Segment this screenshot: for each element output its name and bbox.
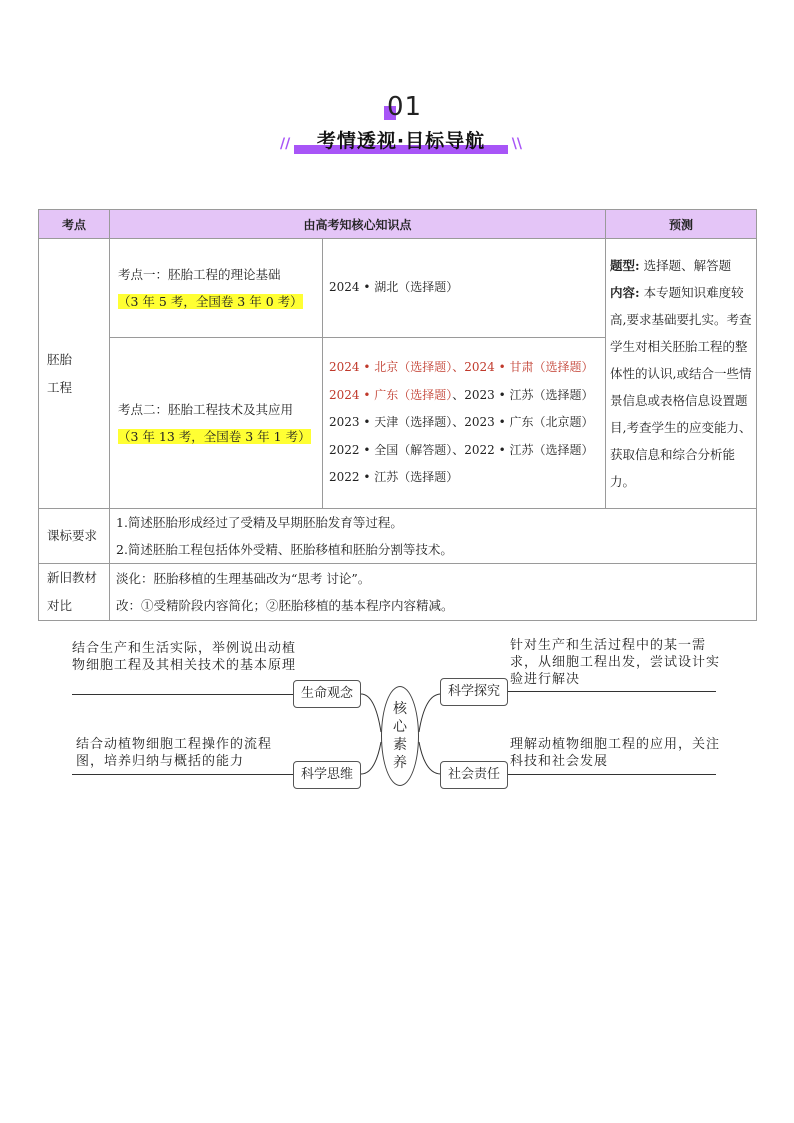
requirements-label: 课标要求 [39,509,110,564]
section-title [280,126,522,156]
core-literacy-mindmap [70,632,730,797]
core-literacy-node [381,686,419,786]
point1-title: 考点一：胚胎工程的理论基础 [118,267,281,282]
point2-cell [110,338,323,509]
compare-1: 淡化：胚胎移植的生理基础改为“思考 讨论”。 [116,571,371,586]
life-line [72,694,294,695]
core-char-1: 核 [393,701,407,717]
thinking-text: 结合动植物细胞工程操作的流程图，培养归纳与概括的能力 [76,737,273,769]
inquiry-line [506,691,716,692]
table-row [39,239,757,338]
thinking-line [72,774,294,775]
exam-analysis-table [38,209,757,621]
social-line [506,774,716,775]
title-slash-left: // [280,136,291,152]
compare-2: 改：①受精阶段内容简化；②胚胎移植的基本程序内容精减。 [116,598,454,613]
point2-count: （3 年 13 考，全国卷 3 年 1 考） [118,429,311,444]
topic-line-1: 胚胎 [47,351,73,367]
prediction-cell [606,239,757,509]
title-slash-right: \\ [511,136,522,152]
thinking-label: 科学思维 [293,761,361,789]
requirement-1: 1.简述胚胎形成经过了受精及早期胚胎发育等过程。 [116,515,403,530]
header-prediction: 预测 [606,210,757,239]
point2-year-line-1: 2024 • 北京（选择题）、2024 • 甘肃（选择题） [329,360,594,375]
header-topic: 考点 [39,210,110,239]
core-char-3: 素 [393,737,407,753]
point2-title: 考点二：胚胎工程技术及其应用 [118,402,294,417]
header-points: 由高考知核心知识点 [110,210,606,239]
point2-year-line-4: 2022 • 全国（解答题）、2022 • 江苏（选择题） [329,442,594,457]
core-char-2: 心 [393,719,407,735]
life-text: 结合生产和生活实际，举例说出动植物细胞工程及其相关技术的基本原理 [72,641,297,673]
section-title-text: 考情透视·目标导航 [316,130,486,152]
point2-years [323,338,606,509]
topic-cell [39,239,110,509]
compare-cell [110,564,757,621]
point1-years [323,239,606,338]
table-row [39,564,757,621]
point1-year-line: 2024 • 湖北（选择题） [329,280,459,295]
social-label: 社会责任 [440,761,508,789]
section-number-text: 01 [387,92,423,122]
content-label: 内容: [610,285,640,300]
social-text: 理解动植物细胞工程的应用，关注科技和社会发展 [510,737,721,769]
compare-label [39,564,110,621]
point1-cell [110,239,323,338]
core-char-4: 养 [393,755,407,771]
requirement-2: 2.简述胚胎工程包括体外受精、胚胎移植和胚胎分割等技术。 [116,542,453,557]
section-number [384,92,424,126]
requirements-cell [110,509,757,564]
point2-year-line-2a: 2024 • 广东（选择题） [329,387,453,402]
inquiry-text: 针对生产和生活过程中的某一需求，从细胞工程出发，尝试设计实验进行解决 [510,638,721,687]
point1-count: （3 年 5 考，全国卷 3 年 0 考） [118,294,303,309]
life-label: 生命观念 [293,680,361,708]
table-row [39,509,757,564]
point2-year-line-3: 2023 • 天津（选择题）、2023 • 广东（北京题） [329,415,594,430]
table-header-row [39,210,757,239]
point2-year-line-2b: 、2023 • 江苏（选择题） [452,387,594,402]
topic-line-2: 工程 [47,379,73,395]
compare-label-2: 对比 [47,598,73,613]
inquiry-label: 科学探究 [440,678,508,706]
compare-label-1: 新旧教材 [47,570,98,585]
type-text: 选择题、解答题 [639,258,732,273]
type-label: 题型: [610,258,640,273]
point2-year-line-5: 2022 • 江苏（选择题） [329,470,459,485]
content-text: 本专题知识难度较高,要求基础要扎实。考查学生对相关胚胎工程的整体性的认识,或结合一些情景信息或表格信息设置题目,考查学生的应变能力、获取信息和综合分析能力。 [610,285,752,489]
